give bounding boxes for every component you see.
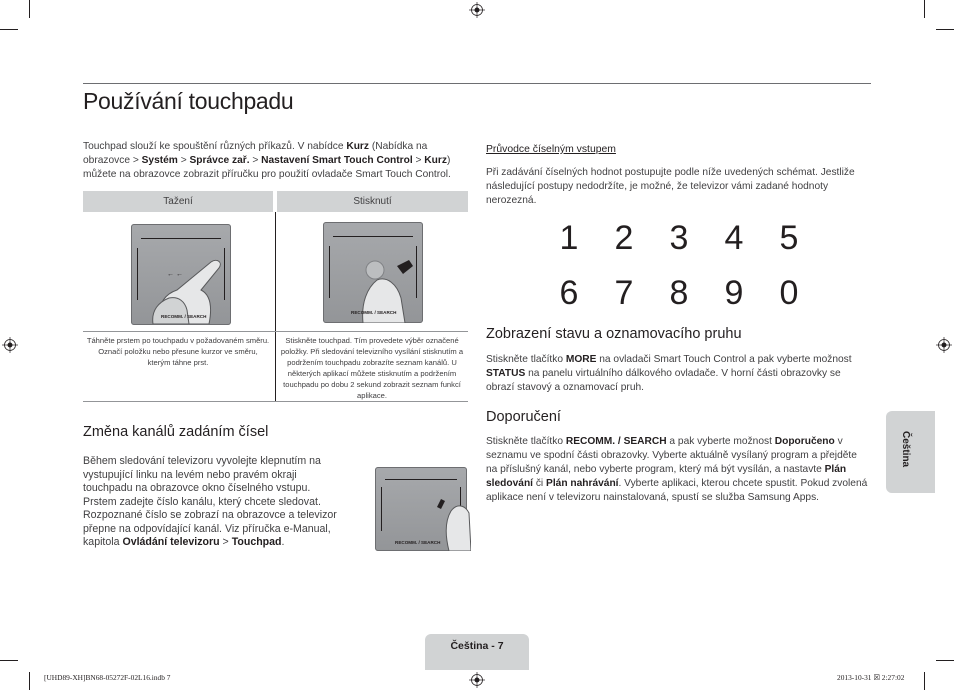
recomm-search-term: RECOMM. / SEARCH — [565, 436, 667, 447]
crop-mark — [924, 672, 925, 690]
intro-text: ) můžete na obrazovce zobrazit příručku pro použití ovladače Smart Touch Control. — [83, 155, 451, 180]
status-paragraph — [486, 353, 864, 395]
registration-mark-icon — [2, 337, 18, 353]
registration-mark-icon — [469, 2, 485, 18]
channel-heading: Změna kanálů zadáním čísel — [83, 424, 269, 440]
registration-mark-icon — [469, 672, 485, 688]
status-text: na ovladači Smart Touch Control a pak vyberte možnost — [596, 354, 852, 365]
pad-edge-line — [141, 238, 221, 239]
pad-edge-line — [385, 479, 457, 480]
table-header-press: Stisknutí — [277, 191, 468, 212]
status-text: Stiskněte tlačítko — [486, 354, 566, 365]
page-number-label: Čeština - 7 — [450, 640, 504, 652]
digit-4: 4 — [724, 219, 744, 257]
pad-button-label: RECOMM. / SEARCH — [161, 314, 207, 319]
recommend-text: Stiskněte tlačítko — [486, 436, 566, 447]
tv-control-link: Ovládání televizoru — [122, 536, 220, 548]
drag-description: Táhněte prstem po touchpadu v požadovaném směru. Označí položku nebo přesune kurzor ve směru, kterým táhne prst. — [86, 336, 270, 367]
system-term: Systém — [141, 155, 178, 166]
recommend-text: či — [533, 478, 547, 489]
record-schedule-term: Plán nahrávání — [546, 478, 619, 489]
digit-9: 9 — [724, 274, 744, 312]
status-heading: Zobrazení stavu a oznamovacího pruhu — [486, 326, 742, 342]
pad-edge-line — [333, 236, 413, 237]
numeric-guide-text: Při zadávání číselných hodnot postupujte podle níže uvedených schémat. Jestliže následující postupy nedodržíte, je možné, že televizor vámi zadané hodnoty nerozezná. — [486, 167, 855, 206]
intro-paragraph — [83, 140, 469, 182]
crop-mark — [0, 660, 18, 661]
digit-5: 5 — [779, 219, 799, 257]
crop-mark — [936, 29, 954, 30]
language-side-tab — [886, 411, 935, 493]
recommend-text: . Vyberte aplikaci, kterou chcete spustit. Pokud zvolená aplikace není v televizoru nainstalovaná, spustí se služba Samsung Apps. — [486, 478, 868, 503]
press-description: Stiskněte touchpad. Tím provedete výběr označené položky. Při sledování televizního vysílání stisknutím a podržením touchpadu zobrazíte seznam kanálů. U některých aplikací můžete stisknutím a podržením touchpadu po dobu 2 sekund zobrazit seznam funkcí aplikace. — [280, 336, 464, 400]
watch-schedule-term: Plán sledování — [486, 464, 847, 489]
intro-sep: > — [412, 155, 425, 166]
pad-edge-line — [329, 246, 330, 298]
crop-mark — [29, 672, 30, 690]
channel-text: Během sledování televizoru vyvolejte klepnutím na vystupující linku na levém nebo pravém okraji touchpadu na obrazovce okno číselného vstupu. Prstem zadejte číslo kanálu, který chcete sledovat. Rozpoznané číslo se zobrazí na obrazovce a televizor přepne na odpovídající kanál. Viz příručka e-Manual, kapitola — [83, 455, 337, 548]
table-divider — [275, 212, 276, 402]
touchpad-link: Touchpad — [231, 536, 282, 548]
smart-touch-settings-term: Nastavení Smart Touch Control — [261, 155, 413, 166]
crop-mark — [29, 0, 30, 18]
digit-8: 8 — [669, 274, 689, 312]
digit-6: 6 — [559, 274, 579, 312]
status-text: na panelu virtuálního dálkového ovladače. V horní části obrazovky se obrazí stavový a oznamovací pruh. — [486, 368, 841, 393]
device-manager-term: Správce zař. — [189, 155, 250, 166]
channel-sep: > — [219, 536, 232, 548]
language-side-label: Čeština — [900, 431, 911, 468]
numeric-guide-heading: Průvodce číselným vstupem — [486, 144, 616, 155]
table-header-drag: Tažení — [83, 191, 273, 212]
more-button-term: MORE — [565, 354, 597, 365]
touchpad-drag-illustration — [131, 224, 231, 325]
recommend-paragraph — [486, 435, 870, 505]
crop-mark — [924, 0, 925, 18]
registration-mark-icon — [936, 337, 952, 353]
pad-edge-line — [381, 487, 382, 531]
recommended-term: Doporučeno — [774, 436, 835, 447]
digit-3: 3 — [669, 219, 689, 257]
status-term: STATUS — [486, 368, 526, 379]
pad-button-label: RECOMM. / SEARCH — [351, 310, 397, 315]
pad-button-label: RECOMM. / SEARCH — [395, 540, 441, 545]
recommend-text: a pak vyberte možnost — [666, 436, 775, 447]
touchpad-channel-illustration — [375, 467, 467, 551]
page-title: Používání touchpadu — [83, 88, 294, 114]
crop-mark — [0, 29, 18, 30]
kurz-term: Kurz — [346, 141, 369, 152]
intro-text: Touchpad slouží ke spouštění různých příkazů. V nabídce — [83, 141, 347, 152]
pad-edge-line — [137, 248, 138, 300]
digit-0: 0 — [779, 274, 799, 312]
slug-right: 2013-10-31 ☒ 2:27:02 — [837, 673, 905, 682]
touchpad-press-illustration — [323, 222, 423, 323]
kurz-term: Kurz — [424, 155, 447, 166]
slug-left: [UHD89-XH]BN68-05272F-02L16.indb 7 — [44, 673, 171, 682]
channel-end: . — [281, 536, 285, 548]
intro-sep: > — [177, 155, 190, 166]
intro-sep: > — [249, 155, 262, 166]
recommend-heading: Doporučení — [486, 409, 561, 425]
digit-2: 2 — [614, 219, 634, 257]
intro-text: (Nabídka na obrazovce > — [83, 141, 428, 166]
recommend-text: v seznamu ve spodní části obrazovky. Vyberte aktuálně vysílaný program a přejděte na příslušný kanál, nebo vyberte program, který má být vysílán, a nastavte — [486, 436, 857, 475]
digit-7: 7 — [614, 274, 634, 312]
page-number-tab — [425, 634, 529, 670]
digit-1: 1 — [559, 219, 579, 257]
table-divider — [83, 401, 468, 402]
table-divider — [83, 331, 468, 332]
crop-mark — [936, 660, 954, 661]
channel-paragraph — [83, 455, 339, 550]
svg-text:← ←: ← ← — [167, 271, 183, 278]
title-rule — [83, 83, 871, 84]
